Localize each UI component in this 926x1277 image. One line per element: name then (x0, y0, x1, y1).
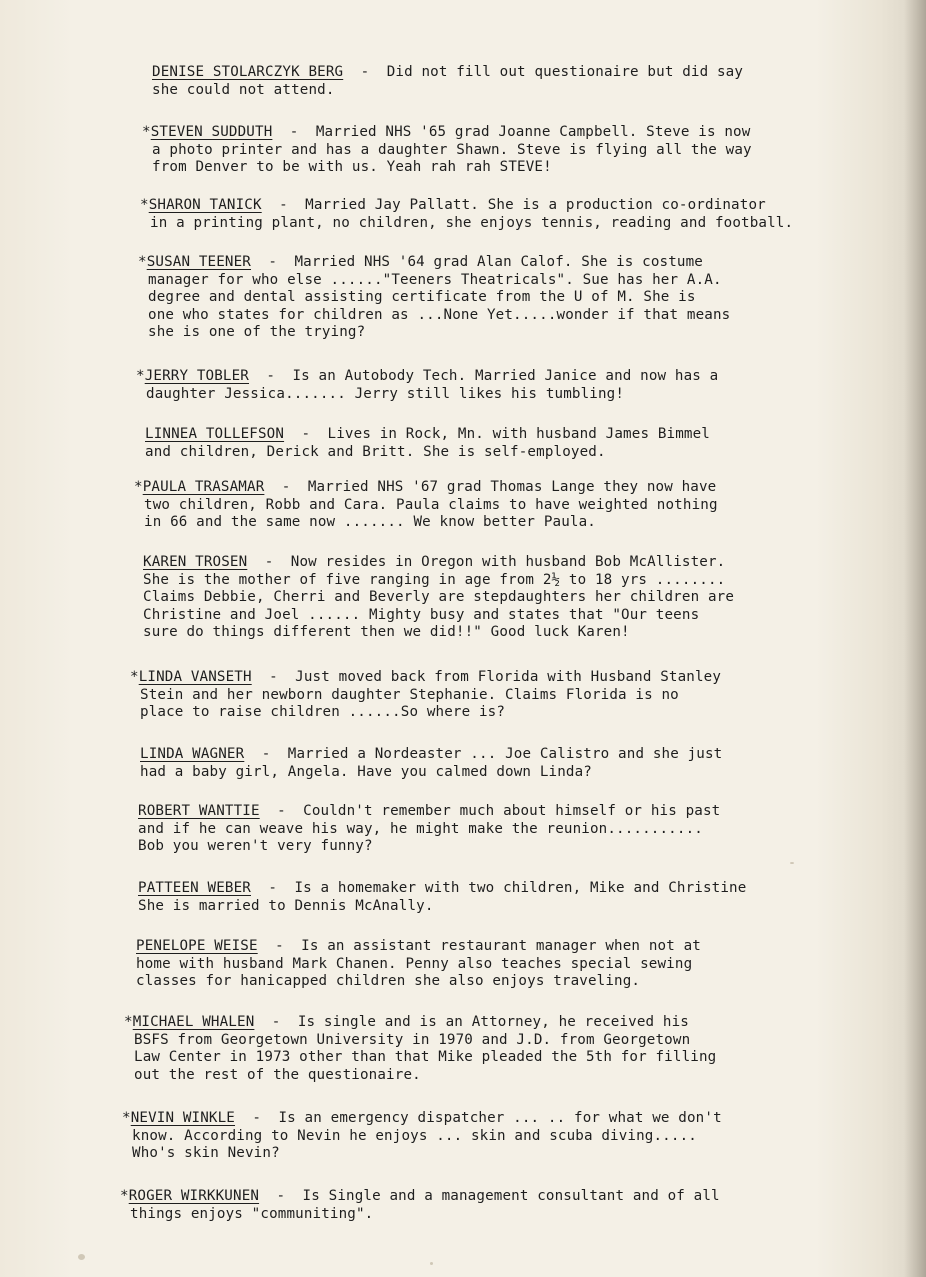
attending-star: * (120, 1188, 129, 1204)
entry-line: in a printing plant, no children, she enjoys tennis, reading and football. (150, 214, 794, 231)
entry-susan-teener (138, 254, 730, 342)
entry-line: *NEVIN WINKLE - Is an emergency dispatcher ... .. for what we don't (122, 1110, 722, 1126)
entry-line: out the rest of the questionaire. (134, 1066, 421, 1083)
entry-text: Married NHS '65 grad Joanne Campbell. Steve is now (315, 124, 751, 140)
classmate-name: ROGER WIRKKUNEN (128, 1188, 260, 1204)
classmate-name: SUSAN TEENER (146, 254, 252, 270)
entry-text: Married Jay Pallatt. She is a production co-ordinator (305, 197, 766, 213)
entry-michael-whalen (124, 1014, 716, 1084)
entry-line: in 66 and the same now ....... We know better Paula. (144, 514, 596, 530)
entry-line: *SUSAN TEENER - Married NHS '64 grad Alan Calof. She is costume (138, 254, 703, 270)
classmate-name: MICHAEL WHALEN (132, 1014, 255, 1030)
entry-text: Now resides in Oregon with husband Bob McAllister. (290, 554, 726, 570)
classmate-name: DENISE STOLARCZYK BERG (152, 64, 344, 80)
classmate-name: STEVEN SUDDUTH (150, 124, 273, 140)
entry-text: Just moved back from Florida with Husband Stanley (295, 669, 722, 685)
entry-line: *MICHAEL WHALEN - Is single and is an Attorney, he received his (124, 1014, 689, 1030)
entry-sharon-tanick (140, 197, 793, 232)
entry-text: Is single and is an Attorney, he received his (297, 1014, 689, 1030)
entry-line: home with husband Mark Chanen. Penny also teaches special sewing (136, 955, 693, 972)
entry-text: Is Single and a management consultant and of all (302, 1188, 720, 1204)
entry-line: and children, Derick and Britt. She is self-employed. (145, 443, 606, 460)
entry-line: classes for hanicapped children she also enjoys traveling. (136, 973, 641, 989)
classmate-name: NEVIN WINKLE (130, 1110, 236, 1126)
entry-text: Married NHS '64 grad Alan Calof. She is costume (294, 254, 703, 270)
entry-line: degree and dental assisting certificate from the U of M. She is (148, 289, 696, 305)
entry-line: place to raise children ......So where is? (140, 704, 506, 720)
entry-line: She is the mother of five ranging in age from 2½ to 18 yrs ........ (143, 571, 726, 588)
entry-line: had a baby girl, Angela. Have you calmed down Linda? (140, 763, 592, 780)
entry-nevin-winkle (122, 1110, 722, 1163)
entry-line: *PAULA TRASAMAR - Married NHS '67 grad Thomas Lange they now have (134, 479, 717, 495)
entry-line: a photo printer and has a daughter Shawn. Steve is flying all the way (152, 141, 752, 158)
entry-jerry-tobler (136, 368, 718, 403)
entry-line: KAREN TROSEN - Now resides in Oregon with husband Bob McAllister. (143, 554, 726, 570)
entry-line: *ROGER WIRKKUNEN - Is Single and a management consultant and of all (120, 1188, 720, 1204)
classmate-name: LINNEA TOLLEFSON (145, 426, 285, 442)
attending-star: * (134, 479, 143, 495)
entry-text: Did not fill out questionaire but did say (386, 64, 744, 80)
entry-text: Is an Autobody Tech. Married Janice and now has a (292, 368, 719, 384)
entry-line: ROBERT WANTTIE - Couldn't remember much about himself or his past (138, 803, 721, 819)
attending-star: * (122, 1110, 131, 1126)
attending-star: * (142, 124, 151, 140)
entry-paula-trasamar (134, 479, 718, 532)
entry-robert-wanttie (138, 803, 720, 856)
entry-line: BSFS from Georgetown University in 1970 and J.D. from Georgetown (134, 1031, 691, 1048)
paper-speck (78, 1254, 85, 1260)
entry-karen-trosen (143, 554, 734, 642)
attending-star: * (130, 669, 139, 685)
entry-line: she could not attend. (152, 81, 335, 98)
entry-line: things enjoys "communiting". (130, 1205, 374, 1222)
entry-linda-wagner (140, 746, 722, 781)
entry-line: Stein and her newborn daughter Stephanie. Claims Florida is no (140, 686, 679, 703)
entry-text: Is an assistant restaurant manager when not at (301, 938, 701, 954)
entry-line: Bob you weren't very funny? (138, 838, 373, 854)
attending-star: * (138, 254, 147, 270)
entry-line: *LINDA VANSETH - Just moved back from Florida with Husband Stanley (130, 669, 722, 685)
entry-line: one who states for children as ...None Yet.....wonder if that means (148, 306, 731, 323)
entry-line: PENELOPE WEISE - Is an assistant restaurant manager when not at (136, 938, 701, 954)
entry-line: know. According to Nevin he enjoys ... skin and scuba diving..... (132, 1127, 697, 1144)
entry-roger-wirkkunen (120, 1188, 720, 1223)
entry-line: daughter Jessica....... Jerry still likes his tumbling! (146, 385, 625, 402)
entry-penelope-weise (136, 938, 701, 991)
classmate-name: PATTEEN WEBER (138, 880, 251, 896)
entry-line: PATTEEN WEBER - Is a homemaker with two children, Mike and Christine (138, 880, 747, 896)
entry-line: *STEVEN SUDDUTH - Married NHS '65 grad Joanne Campbell. Steve is now (142, 124, 751, 140)
entry-text: Couldn't remember much about himself or his past (303, 803, 721, 819)
entry-line: She is married to Dennis McAnally. (138, 897, 434, 914)
entry-line: she is one of the trying? (148, 324, 366, 340)
entry-line: Christine and Joel ...... Mighty busy and states that "Our teens (143, 606, 700, 623)
entry-line: Claims Debbie, Cherri and Beverly are stepdaughters her children are (143, 589, 735, 605)
entry-line: from Denver to be with us. Yeah rah rah STEVE! (152, 159, 552, 175)
attending-star: * (124, 1014, 133, 1030)
entry-text: Is an emergency dispatcher ... .. for what we don't (278, 1110, 722, 1126)
classmate-name: SHARON TANICK (148, 197, 262, 213)
paper-speck (790, 862, 794, 864)
entry-line: Who's skin Nevin? (132, 1145, 280, 1161)
classmate-name: LINDA VANSETH (138, 669, 252, 685)
entry-linda-vanseth (130, 669, 721, 722)
entry-text: Is a homemaker with two children, Mike and Christine (294, 880, 747, 896)
entry-line: LINNEA TOLLEFSON - Lives in Rock, Mn. with husband James Bimmel (145, 426, 710, 442)
entry-text: Married a Nordeaster ... Joe Calistro and she just (287, 746, 723, 762)
entry-patteen-weber (138, 880, 746, 915)
entry-text: Lives in Rock, Mn. with husband James Bimmel (327, 426, 710, 442)
classmate-name: ROBERT WANTTIE (138, 803, 260, 819)
entry-line: Law Center in 1973 other than that Mike pleaded the 5th for filling (134, 1049, 717, 1065)
entry-line: *JERRY TOBLER - Is an Autobody Tech. Married Janice and now has a (136, 368, 719, 384)
entry-line: and if he can weave his way, he might make the reunion........... (138, 820, 703, 837)
classmate-name: KAREN TROSEN (143, 554, 248, 570)
entry-line: DENISE STOLARCZYK BERG - Did not fill out questionaire but did say (152, 64, 744, 80)
classmate-name: JERRY TOBLER (144, 368, 250, 384)
entry-denise-stolarczyk-berg (152, 64, 743, 99)
classmate-name: PAULA TRASAMAR (142, 479, 265, 495)
entry-line: LINDA WAGNER - Married a Nordeaster ... Joe Calistro and she just (140, 746, 723, 762)
entry-steven-sudduth (142, 124, 752, 177)
page-edge-shadow (904, 0, 926, 1277)
entry-text: Married NHS '67 grad Thomas Lange they now have (307, 479, 717, 495)
classmate-name: PENELOPE WEISE (136, 938, 258, 954)
attending-star: * (136, 368, 145, 384)
entry-line: *SHARON TANICK - Married Jay Pallatt. She is a production co-ordinator (140, 197, 766, 213)
entry-line: two children, Robb and Cara. Paula claims to have weighted nothing (144, 496, 718, 513)
entry-linnea-tollefson (145, 426, 710, 461)
entry-line: manager for who else ......"Teeners Theatricals". Sue has her A.A. (148, 271, 722, 288)
classmate-name: LINDA WAGNER (140, 746, 245, 762)
attending-star: * (140, 197, 149, 213)
paper-speck (430, 1262, 433, 1265)
entry-line: sure do things different then we did!!" Good luck Karen! (143, 624, 630, 640)
